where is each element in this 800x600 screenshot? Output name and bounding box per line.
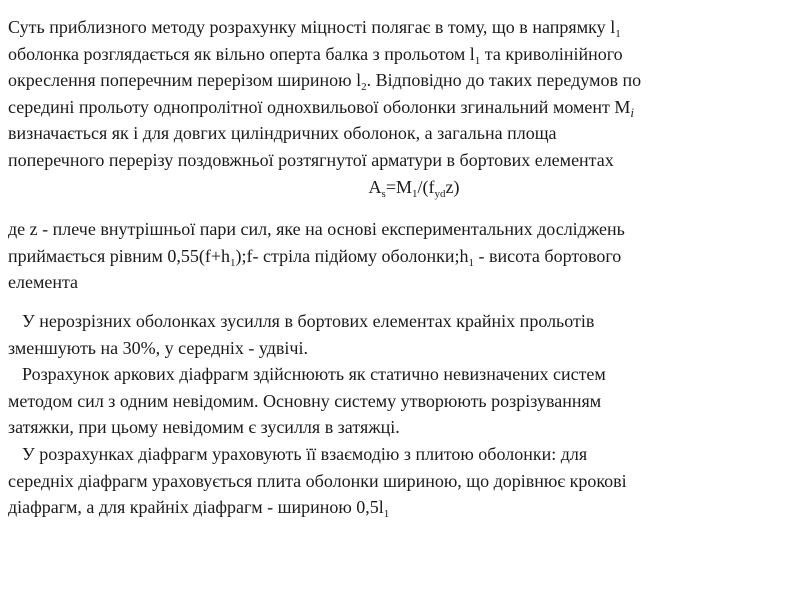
text-line: де z - плече внутрішньої пари сил, яке на основі експериментальних досліджень	[8, 219, 625, 240]
subscript: 1	[468, 256, 474, 269]
text-line: затяжки, при цьому невідомим є зусилля в затяжці.	[8, 417, 400, 438]
text-span: оболонка розглядається як вільно оперта балка з прольотом l	[8, 43, 475, 64]
text-span: окреслення поперечним перерізом шириною l	[8, 70, 362, 91]
subscript: 1	[411, 187, 418, 200]
paragraph-definitions	[8, 216, 792, 296]
document-page	[8, 14, 792, 521]
text-line: середніх діафрагм ураховується плита оболонки шириною, що дорівнює кроковi	[8, 470, 627, 491]
formula-part: =M	[385, 176, 412, 197]
subscript: s	[381, 187, 386, 200]
formula-part: z)	[445, 176, 460, 197]
text-span: та криволінійного	[480, 43, 623, 64]
text-line	[8, 494, 792, 521]
text-line: У нерозрізних оболонках зусилля в бортових елементах крайніх прольотів	[22, 310, 595, 331]
text-line	[8, 67, 792, 94]
text-span: - висота бортового	[473, 245, 622, 266]
text-span: );f- стріла підйому оболонки;h	[235, 245, 469, 266]
subscript: 2	[361, 81, 367, 94]
subscript: 1	[615, 28, 621, 40]
formula-part: /(f	[417, 176, 435, 197]
text-line: методом сил з одним невідомим. Основну систему утворюють розрізуванням	[8, 390, 602, 411]
text-line	[8, 14, 792, 41]
subscript: 1	[383, 508, 390, 521]
text-span: Суть приблизного методу розрахунку міцності полягає в тому, що в напрямку l	[8, 17, 616, 37]
formula-part: A	[368, 176, 382, 197]
text-line	[8, 94, 792, 121]
subscript: 1	[474, 54, 481, 67]
subscript: yd	[434, 187, 446, 200]
text-span: . Відповідно до таких передумов по	[366, 70, 642, 91]
text-line: елемента	[8, 272, 79, 293]
text-line	[8, 243, 792, 270]
text-line: визначається як і для довгих циліндричних оболонок, а загальна площа	[8, 123, 557, 144]
text-line	[8, 41, 792, 68]
paragraph-method-description	[8, 14, 792, 200]
text-line: Розрахунок аркових діафрагм здійснюють як статично невизначених систем	[22, 364, 606, 385]
paragraph-diaphragms	[8, 308, 792, 521]
text-line: поперечного перерізу поздовжньої розтягнутої арматури в бортових елементах	[8, 149, 614, 170]
text-span: середині прольоту однопролітної однохвильової оболонки згинальний момент M	[8, 96, 631, 117]
text-line: У розрахунках діафрагм ураховують її взаємодію з плитою оболонки: для	[22, 443, 588, 464]
text-span: приймається рівним 0,55(f+h	[8, 245, 231, 266]
subscript: 1	[230, 256, 236, 269]
text-span: діафрагм, а для крайніх діафрагм - шириною 0,5l	[8, 497, 384, 518]
subscript: i	[630, 104, 634, 120]
text-line: зменшують на 30%, у середніх - удвічі.	[8, 337, 308, 358]
formula	[8, 174, 792, 201]
